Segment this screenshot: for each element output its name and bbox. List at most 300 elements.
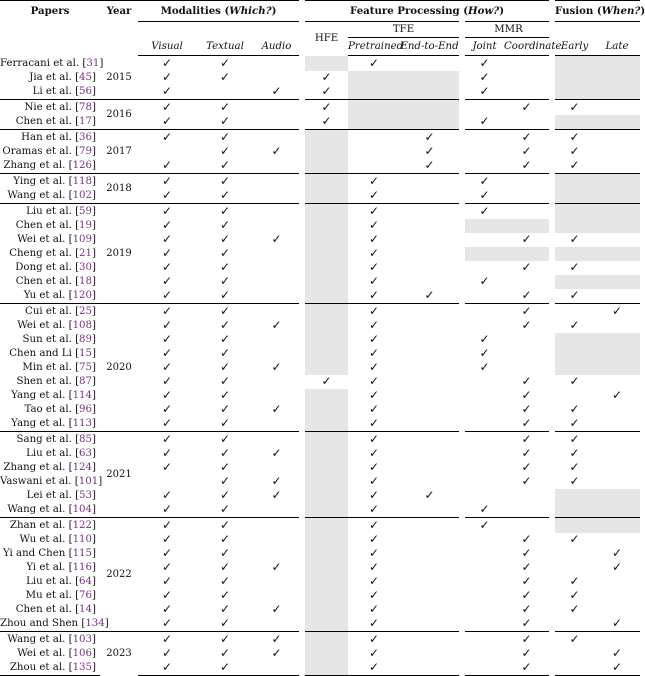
cell-coordinate xyxy=(504,159,552,174)
cell-hfe xyxy=(302,247,348,261)
cell-hfe xyxy=(302,489,348,503)
cell-visual xyxy=(138,661,196,676)
cell-visual xyxy=(138,115,196,130)
check-icon: ✓ xyxy=(569,158,580,172)
paper-cell: Yi et al. [116] xyxy=(26,562,96,573)
cell-late xyxy=(594,389,640,403)
paper-cell: Wei et al. [106] xyxy=(17,648,96,659)
check-icon: ✓ xyxy=(368,446,380,460)
citation-link[interactable]: 64 xyxy=(79,576,93,587)
cell-early xyxy=(552,447,594,461)
cell-early xyxy=(552,375,594,389)
cell-visual xyxy=(138,375,196,389)
paper-author: Han et al. xyxy=(21,132,72,143)
paper-cell: Yang et al. [114] xyxy=(11,390,96,401)
cell-joint xyxy=(462,547,504,561)
check-icon: ✓ xyxy=(161,616,173,630)
cell-audio xyxy=(254,233,302,247)
check-icon: ✓ xyxy=(521,532,532,546)
check-icon: ✓ xyxy=(161,532,173,546)
cell-audio xyxy=(254,403,302,417)
cell-late xyxy=(594,417,640,432)
check-icon: ✓ xyxy=(521,288,532,302)
check-icon: ✓ xyxy=(368,388,380,402)
cell-audio xyxy=(254,489,302,503)
cell-early xyxy=(552,389,594,403)
cell-joint xyxy=(462,603,504,617)
cell-pretrained xyxy=(348,304,400,320)
cell-late xyxy=(594,275,640,289)
cell-end-to-end xyxy=(400,189,462,204)
cell-audio xyxy=(254,247,302,261)
cell-end-to-end xyxy=(400,533,462,547)
cell-early xyxy=(552,575,594,589)
table-row xyxy=(0,475,640,489)
citation-link[interactable]: 134 xyxy=(85,618,105,629)
citation-link[interactable]: 103 xyxy=(72,634,93,645)
cell-early xyxy=(552,115,594,130)
check-icon: ✓ xyxy=(521,446,532,460)
check-icon: ✓ xyxy=(479,56,490,70)
cell-early xyxy=(552,661,594,676)
paper-author: Wang et al. xyxy=(7,190,66,201)
check-icon: ✓ xyxy=(219,632,231,646)
check-icon: ✓ xyxy=(479,518,490,532)
cell-early xyxy=(552,518,594,534)
col-end-to-end: End-to-End xyxy=(400,38,462,56)
cell-textual xyxy=(196,489,254,503)
check-icon: ✓ xyxy=(368,318,380,332)
citation-link[interactable]: 106 xyxy=(72,648,93,659)
cell-late xyxy=(594,432,640,448)
subheader-empty-modalities xyxy=(138,22,302,38)
cell-textual xyxy=(196,603,254,617)
paper-author: Chen et al. xyxy=(15,220,72,231)
citation-link[interactable]: 75 xyxy=(79,362,93,373)
citation-link[interactable]: 104 xyxy=(72,504,93,515)
cell-coordinate xyxy=(504,347,552,361)
check-icon: ✓ xyxy=(161,318,173,332)
cell-end-to-end xyxy=(400,319,462,333)
check-icon: ✓ xyxy=(219,246,231,260)
check-icon: ✓ xyxy=(521,432,532,446)
cell-early xyxy=(552,71,594,85)
header-year: Year xyxy=(100,1,138,56)
table-row xyxy=(0,319,640,333)
citation-link[interactable]: 79 xyxy=(79,146,93,157)
citation-link[interactable]: 108 xyxy=(72,320,93,331)
citation-link[interactable]: 102 xyxy=(72,190,93,201)
citation-link[interactable]: 96 xyxy=(79,404,93,415)
check-icon: ✓ xyxy=(321,70,332,84)
paper-author: Lei et al. xyxy=(26,490,72,501)
subheader-mmr: MMR xyxy=(462,22,552,38)
check-icon: ✓ xyxy=(521,260,532,274)
cell-textual xyxy=(196,261,254,275)
cell-visual xyxy=(138,174,196,190)
table-row xyxy=(0,130,640,146)
cell-late xyxy=(594,447,640,461)
paper-cell: Wei et al. [109] xyxy=(17,234,96,245)
cell-hfe xyxy=(302,561,348,575)
check-icon: ✓ xyxy=(161,546,173,560)
cell-textual xyxy=(196,503,254,518)
cell-audio xyxy=(254,159,302,174)
cell-end-to-end xyxy=(400,489,462,503)
cell-visual xyxy=(138,518,196,534)
cell-coordinate xyxy=(504,389,552,403)
cell-textual xyxy=(196,233,254,247)
cell-joint xyxy=(462,204,504,220)
cell-audio xyxy=(254,361,302,375)
check-icon: ✓ xyxy=(161,518,173,532)
paper-author: Liu et al. xyxy=(26,206,72,217)
cell-textual xyxy=(196,632,254,648)
table-row xyxy=(0,289,640,304)
cell-early xyxy=(552,233,594,247)
check-icon: ✓ xyxy=(219,218,231,232)
citation-link[interactable]: 59 xyxy=(79,206,93,217)
cell-audio xyxy=(254,145,302,159)
year-cell: 2022 xyxy=(100,518,138,632)
paper-cell: Wang et al. [104] xyxy=(7,504,96,515)
check-icon: ✓ xyxy=(219,318,231,332)
cell-joint xyxy=(462,489,504,503)
check-icon: ✓ xyxy=(161,130,173,144)
citation-link[interactable]: 63 xyxy=(79,448,93,459)
cell-pretrained xyxy=(348,319,400,333)
cell-early xyxy=(552,632,594,648)
cell-coordinate xyxy=(504,174,552,190)
check-icon: ✓ xyxy=(521,158,532,172)
citation-link[interactable]: 56 xyxy=(79,86,93,97)
citation-link[interactable]: 120 xyxy=(72,290,93,301)
cell-hfe xyxy=(302,518,348,534)
citation-link[interactable]: 21 xyxy=(79,248,93,259)
check-icon: ✓ xyxy=(569,288,580,302)
cell-audio xyxy=(254,617,302,632)
cell-hfe xyxy=(302,547,348,561)
citation-link[interactable]: 36 xyxy=(79,132,93,143)
paper-author: Chen et al. xyxy=(15,116,72,127)
citation-link[interactable]: 30 xyxy=(79,262,93,273)
citation-link[interactable]: 101 xyxy=(78,476,99,487)
cell-joint xyxy=(462,130,504,146)
cell-early xyxy=(552,304,594,320)
cell-early xyxy=(552,417,594,432)
paper-cell: Zhou et al. [135] xyxy=(0,661,100,676)
check-icon: ✓ xyxy=(219,56,231,70)
cell-end-to-end xyxy=(400,417,462,432)
cell-pretrained xyxy=(348,432,400,448)
check-icon: ✓ xyxy=(161,204,173,218)
citation-link[interactable]: 25 xyxy=(79,306,93,317)
paper-cell: Chen et al. [18] xyxy=(15,276,96,287)
cell-audio xyxy=(254,603,302,617)
citation-link[interactable]: 19 xyxy=(79,220,93,231)
check-icon: ✓ xyxy=(479,70,490,84)
cell-audio xyxy=(254,661,302,676)
citation-link[interactable]: 85 xyxy=(79,434,93,445)
check-icon: ✓ xyxy=(521,546,532,560)
cell-visual xyxy=(138,71,196,85)
cell-textual xyxy=(196,461,254,475)
cell-joint xyxy=(462,475,504,489)
cell-coordinate xyxy=(504,489,552,503)
table-row xyxy=(0,518,640,534)
year-cell: 2015 xyxy=(106,71,132,83)
table-row xyxy=(0,219,640,233)
paper-author: Jia et al. xyxy=(29,72,72,83)
cell-late xyxy=(594,100,640,116)
cell-pretrained xyxy=(348,589,400,603)
year-cell: 2018 xyxy=(100,174,138,204)
table-row xyxy=(0,204,640,220)
cell-joint xyxy=(462,518,504,534)
citation-link[interactable]: 14 xyxy=(79,604,93,615)
cell-early xyxy=(552,503,594,518)
col-late: Late xyxy=(594,38,640,56)
check-icon: ✓ xyxy=(368,474,380,488)
cell-end-to-end xyxy=(400,115,462,130)
cell-textual xyxy=(196,617,254,632)
table-row xyxy=(0,489,640,503)
cell-end-to-end xyxy=(400,361,462,375)
cell-pretrained xyxy=(348,518,400,534)
citation-link[interactable]: 114 xyxy=(72,390,93,401)
cell-audio xyxy=(254,261,302,275)
cell-pretrained xyxy=(348,56,400,72)
cell-coordinate xyxy=(504,204,552,220)
cell-end-to-end xyxy=(400,617,462,632)
year-cell: 2023 xyxy=(100,632,138,676)
paper-cell: Zhang et al. [124] xyxy=(3,462,96,473)
citation-link[interactable]: 18 xyxy=(79,276,93,287)
cell-joint xyxy=(462,647,504,661)
cell-pretrained xyxy=(348,204,400,220)
cell-joint xyxy=(462,561,504,575)
cell-early xyxy=(552,489,594,503)
cell-coordinate xyxy=(504,361,552,375)
check-icon: ✓ xyxy=(521,388,532,402)
citation-link[interactable]: 118 xyxy=(72,176,93,187)
paper-author: Mu et al. xyxy=(25,590,72,601)
cell-end-to-end xyxy=(400,204,462,220)
citation-link[interactable]: 78 xyxy=(79,102,93,113)
cell-coordinate xyxy=(504,518,552,534)
cell-late xyxy=(594,174,640,190)
paper-cell: Nie et al. [78] xyxy=(0,100,100,116)
check-icon: ✓ xyxy=(161,632,173,646)
citation-link[interactable]: 126 xyxy=(72,160,93,171)
cell-visual xyxy=(138,432,196,448)
citation-link[interactable]: 53 xyxy=(79,490,93,501)
paper-cell: Yi and Chen [115] xyxy=(2,548,96,559)
check-icon: ✓ xyxy=(219,602,231,616)
check-icon: ✓ xyxy=(219,488,231,502)
cell-end-to-end xyxy=(400,575,462,589)
check-icon: ✓ xyxy=(368,518,380,532)
check-icon: ✓ xyxy=(271,84,282,98)
citation-link[interactable]: 135 xyxy=(72,662,93,673)
check-icon: ✓ xyxy=(569,260,580,274)
cell-hfe xyxy=(302,632,348,648)
citation-link[interactable]: 116 xyxy=(72,562,93,573)
citation-link[interactable]: 122 xyxy=(72,520,93,531)
cell-early xyxy=(552,289,594,304)
cell-visual xyxy=(138,447,196,461)
table-row xyxy=(0,145,640,159)
cell-visual xyxy=(138,561,196,575)
check-icon: ✓ xyxy=(479,274,490,288)
table-row xyxy=(0,461,640,475)
check-icon: ✓ xyxy=(368,460,380,474)
cell-visual xyxy=(138,159,196,174)
cell-hfe xyxy=(302,533,348,547)
citation-link[interactable]: 115 xyxy=(72,548,93,559)
check-icon: ✓ xyxy=(271,318,282,332)
citation-link[interactable]: 87 xyxy=(79,376,93,387)
cell-coordinate xyxy=(504,189,552,204)
cell-visual xyxy=(138,304,196,320)
cell-audio xyxy=(254,174,302,190)
cell-audio xyxy=(254,547,302,561)
citation-link[interactable]: 110 xyxy=(72,534,93,545)
cell-visual xyxy=(138,275,196,289)
check-icon: ✓ xyxy=(161,416,173,430)
cell-joint xyxy=(462,56,504,72)
check-icon: ✓ xyxy=(219,446,231,460)
check-icon: ✓ xyxy=(161,100,173,114)
cell-hfe xyxy=(302,603,348,617)
table-body xyxy=(0,56,640,676)
table-row xyxy=(0,389,640,403)
cell-pretrained xyxy=(348,130,400,146)
year-cell: 2017 xyxy=(100,130,138,174)
cell-audio xyxy=(254,647,302,661)
cell-late xyxy=(594,533,640,547)
table-row xyxy=(0,375,640,389)
col-early: Early xyxy=(552,38,594,56)
paper-cell: Han et al. [36] xyxy=(0,130,100,146)
cell-joint xyxy=(462,145,504,159)
check-icon: ✓ xyxy=(368,432,380,446)
cell-audio xyxy=(254,561,302,575)
check-icon: ✓ xyxy=(219,560,231,574)
subheader-tfe: TFE xyxy=(348,22,462,38)
citation-link[interactable]: 113 xyxy=(72,418,93,429)
cell-audio xyxy=(254,275,302,289)
cell-visual xyxy=(138,85,196,100)
cell-visual xyxy=(138,589,196,603)
cell-hfe xyxy=(302,333,348,347)
paper-author: Zhou and Shen xyxy=(0,618,79,629)
cell-textual xyxy=(196,130,254,146)
cell-early xyxy=(552,475,594,489)
citation-link[interactable]: 89 xyxy=(79,334,93,345)
cell-pretrained xyxy=(348,575,400,589)
check-icon: ✓ xyxy=(161,488,173,502)
citation-link[interactable]: 124 xyxy=(72,462,93,473)
paper-author: Zhang et al. xyxy=(3,462,66,473)
check-icon: ✓ xyxy=(161,374,173,388)
cell-hfe xyxy=(302,617,348,632)
cell-late xyxy=(594,375,640,389)
check-icon: ✓ xyxy=(368,588,380,602)
cell-end-to-end xyxy=(400,130,462,146)
cell-textual xyxy=(196,100,254,116)
paper-cell: Sang et al. [85] xyxy=(0,432,100,448)
cell-hfe xyxy=(302,575,348,589)
table-header xyxy=(0,1,645,56)
cell-pretrained xyxy=(348,159,400,174)
cell-joint xyxy=(462,233,504,247)
table-row xyxy=(0,447,640,461)
cell-audio xyxy=(254,347,302,361)
cell-late xyxy=(594,219,640,233)
cell-hfe xyxy=(302,71,348,85)
check-icon: ✓ xyxy=(424,130,435,144)
citation-link[interactable]: 109 xyxy=(72,234,93,245)
cell-late xyxy=(594,261,640,275)
check-icon: ✓ xyxy=(271,488,282,502)
check-icon: ✓ xyxy=(271,232,282,246)
table-row xyxy=(0,632,640,648)
citation-link[interactable]: 15 xyxy=(79,348,93,359)
cell-end-to-end xyxy=(400,233,462,247)
citation-link[interactable]: 45 xyxy=(79,72,93,83)
check-icon: ✓ xyxy=(368,174,380,188)
cell-end-to-end xyxy=(400,647,462,661)
paper-cell: Lei et al. [53] xyxy=(26,490,96,501)
check-icon: ✓ xyxy=(368,660,380,674)
citation-link[interactable]: 17 xyxy=(79,116,93,127)
citation-link[interactable]: 76 xyxy=(79,590,93,601)
check-icon: ✓ xyxy=(161,346,173,360)
cell-joint xyxy=(462,461,504,475)
check-icon: ✓ xyxy=(161,218,173,232)
table-row xyxy=(0,233,640,247)
cell-visual xyxy=(138,233,196,247)
citation-link[interactable]: 31 xyxy=(86,57,100,69)
check-icon: ✓ xyxy=(368,246,380,260)
cell-coordinate xyxy=(504,319,552,333)
cell-hfe xyxy=(302,115,348,130)
cell-audio xyxy=(254,115,302,130)
check-icon: ✓ xyxy=(219,304,231,318)
cell-joint xyxy=(462,661,504,676)
table-row xyxy=(0,56,640,72)
cell-end-to-end xyxy=(400,56,462,72)
check-icon: ✓ xyxy=(219,518,231,532)
check-icon: ✓ xyxy=(521,402,532,416)
cell-textual xyxy=(196,219,254,233)
cell-coordinate xyxy=(504,503,552,518)
cell-audio xyxy=(254,375,302,389)
cell-audio xyxy=(254,319,302,333)
paper-cell: Chen et al. [14] xyxy=(15,604,96,615)
paper-cell: Wang et al. [103] xyxy=(0,632,100,648)
cell-late xyxy=(594,115,640,130)
cell-end-to-end xyxy=(400,603,462,617)
cell-textual xyxy=(196,417,254,432)
check-icon: ✓ xyxy=(161,332,173,346)
check-icon: ✓ xyxy=(612,646,623,660)
cell-visual xyxy=(138,145,196,159)
paper-cell: Li et al. [56] xyxy=(32,86,96,97)
cell-coordinate xyxy=(504,647,552,661)
cell-visual xyxy=(138,261,196,275)
